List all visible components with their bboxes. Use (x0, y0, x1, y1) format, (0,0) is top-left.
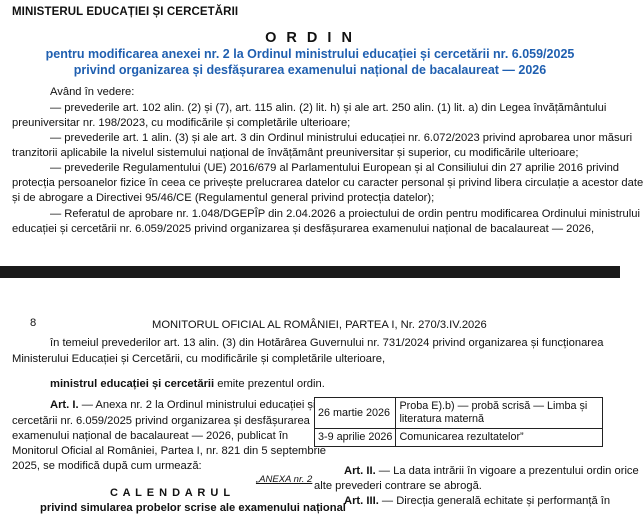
annex-label: „ANEXA nr. 2 (256, 474, 313, 485)
article-3-label: Art. III. (344, 495, 379, 507)
issuer-rest: emite prezentul ordin. (214, 378, 325, 390)
preamble-intro: Având în vedere: (50, 86, 135, 98)
order-subtitle-line-1: pentru modificarea anexei nr. 2 la Ordinul ministrului educației și cercetării nr. 6.059/2025 (45, 47, 575, 61)
preamble-line: — Referatul de aprobare nr. 1.048/DGEPÎP din 2.04.2026 a proiectului de ordin pentru modificarea Ordinului ministrului (50, 208, 640, 220)
issuer-line (50, 377, 325, 392)
calendar-table (314, 397, 603, 447)
article-1-label: Art. I. (50, 399, 79, 411)
legal-basis-line: Ministerului Educației și Cercetării, cu modificările și completările ulterioare, (12, 353, 386, 365)
article-2-line: alte prevederi contrare se abrogă. (314, 480, 482, 492)
article-1-line: cercetării nr. 6.059/2025 privind organizarea și desfășurarea (12, 415, 310, 427)
page-number: 8 (30, 317, 37, 329)
article-3-line: Art. III. — Direcția generală echitate și performanță în (344, 495, 611, 507)
calendar-subtitle: privind simularea probelor scrise ale examenului național (40, 502, 346, 514)
preamble-line: — prevederile art. 102 alin. (2) și (7), art. 115 alin. (2) lit. h) și ale art. 250 alin. (1) lit. a) din Legea învățământului (50, 102, 607, 114)
order-title: O R D I N (265, 30, 355, 46)
preamble-line: protecția persoanelor fizice în ceea ce privește prelucrarea datelor cu caracter personal și privind libera circulație a acestor date (12, 177, 643, 189)
gazette-header: MONITORUL OFICIAL AL ROMÂNIEI, PARTEA I, Nr. 270/3.IV.2026 (152, 319, 487, 331)
table-cell-date: 3-9 aprilie 2026 (315, 429, 396, 447)
legal-basis-line: în temeiul prevederilor art. 13 alin. (3) din Hotărârea Guvernului nr. 731/2024 privind organizarea și funcționarea (50, 337, 604, 349)
article-2-label: Art. II. (344, 465, 376, 477)
preamble-line: educației și cercetării nr. 6.059/2025 privind organizarea și desfășurarea examenului național de bacalaureat — 2026, (12, 223, 595, 235)
preamble-line: preuniversitar nr. 198/2023, cu modificările și completările ulterioare; (12, 117, 351, 129)
table-row (315, 429, 603, 447)
preamble-line: — prevederile art. 1 alin. (3) și ale art. 3 din Ordinul ministrului educației nr. 6.072/2023 privind aprobarea unor măsuri (50, 132, 633, 144)
preamble-line: tranzitorii aplicabile la nivelul sistemului național de învățământ preuniversitar și superior, cu modificările ulterioare; (12, 147, 579, 159)
article-2-line: Art. II. — La data intrării în vigoare a prezentului ordin orice (344, 465, 639, 477)
page-divider (0, 266, 620, 278)
table-cell-description: Proba E).b) — probă scrisă — Limba și literatura maternă (396, 398, 603, 429)
table-cell-date: 26 martie 2026 (315, 398, 396, 429)
document-page-bottom (0, 278, 639, 514)
preamble-line: — prevederile Regulamentului (UE) 2016/679 al Parlamentului European și al Consiliului din 27 aprilie 2016 privind (50, 162, 620, 174)
preamble-line: și de abrogare a Directivei 95/46/CE (Regulamentul general privind protecția datelor); (12, 192, 435, 204)
article-1-line: Monitorul Oficial al României, Partea I, nr. 821 din 5 septembrie (12, 445, 327, 457)
article-1-line: examenului național de bacalaureat — 2026, publicat în (12, 430, 289, 442)
article-1-line: 2025, se modifică după cum urmează: (12, 460, 202, 472)
order-subtitle-line-2: privind organizarea și desfășurarea examenului național de bacalaureat — 2026 (73, 63, 547, 77)
article-1-line: Art. I. — Anexa nr. 2 la Ordinul ministrului educației și (50, 399, 316, 411)
ministry-header: MINISTERUL EDUCAȚIEI ȘI CERCETĂRII (12, 6, 239, 18)
calendar-title: C A L E N D A R U L (110, 487, 232, 499)
issuer-name: ministrul educației și cercetării (50, 378, 215, 390)
table-cell-description: Comunicarea rezultatelor” (396, 429, 603, 447)
table-row (315, 398, 603, 429)
